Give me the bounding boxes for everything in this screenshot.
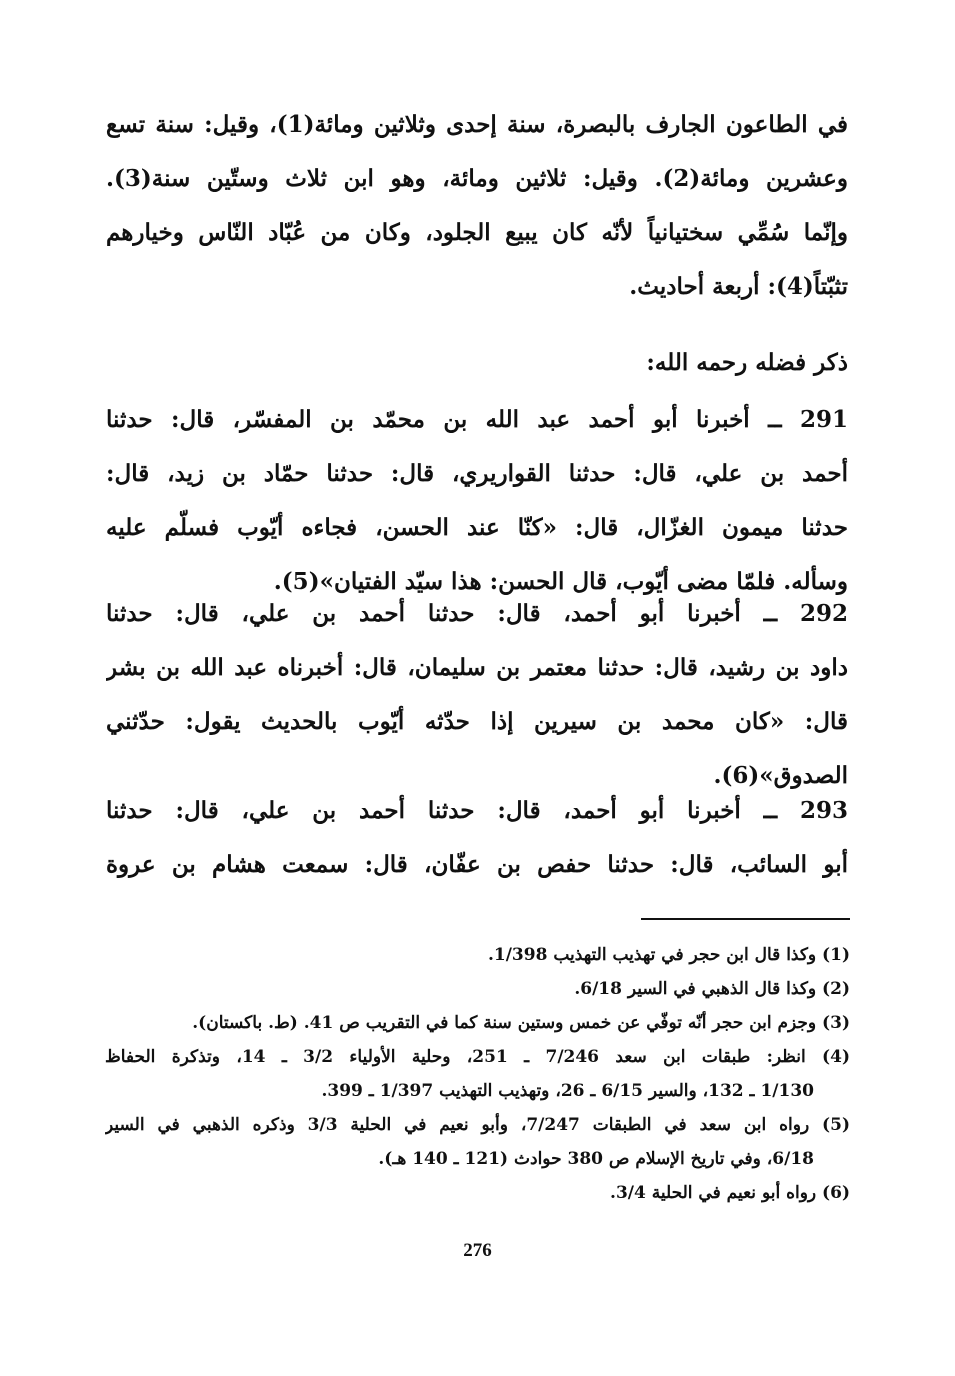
- footnote-6: (6) رواه أبو نعيم في الحلية 3/4.: [610, 1183, 850, 1203]
- hadith-292: [106, 587, 848, 803]
- text-line: تثبّتاً(4): أربعة أحاديث.: [629, 273, 848, 300]
- footnote-3: (3) وجزم ابن حجر أنّه توفّي عن خمس وستين سنة كما في التقريب ص 41. (ط. باكستان).: [192, 1013, 850, 1033]
- text-line: 292 ــ أخبرنا أبو أحمد، قال: حدثنا أحمد بن علي، قال: حدثنا: [106, 600, 848, 627]
- footnote-1: (1) وكذا قال ابن حجر في تهذيب التهذيب 1/398.: [487, 945, 850, 965]
- text-line: في الطاعون الجارف بالبصرة، سنة إحدى وثلاثين ومائة(1)، وقيل: سنة تسع: [106, 111, 848, 138]
- intro-paragraph: [106, 98, 848, 314]
- text-line: وإنّما سُمِّي سختيانياً لأنّه كان يبيع الجلود، وكان من عُبّاد النّاس وخيارهم: [106, 219, 848, 246]
- text-line: داود بن رشيد، قال: حدثنا معتمر بن سليمان، قال: أخبرناه عبد الله بن بشر: [106, 654, 848, 681]
- section-heading: ذكر فضله رحمه الله:: [646, 349, 848, 376]
- footnote-4-continued: 1/130 ـ 132، والسير 6/15 ـ 26، وتهذيب التهذيب 1/397 ـ 399.: [321, 1081, 814, 1101]
- text-line: أحمد بن علي، قال: حدثنا القواريري، قال: حدثنا حمّاد بن زيد، قال:: [106, 460, 848, 487]
- footnote-5-continued: 6/18، وفي تاريخ الإسلام ص 380 حوادث (121 ـ 140 هـ).: [378, 1149, 814, 1169]
- text-line: وسأله. فلمّا مضى أيّوب، قال الحسن: هذا سيّد الفتيان»(5).: [273, 568, 848, 595]
- text-line: الصدوق»(6).: [713, 762, 848, 789]
- text-line: 291 ــ أخبرنا أبو أحمد عبد الله بن محمّد بن المفسّر، قال: حدثنا: [106, 406, 848, 433]
- text-line: حدثنا ميمون الغزّال، قال: «كنّا عند الحسن، فجاءه أيّوب فسلّم عليه: [106, 514, 848, 541]
- text-line: 293 ــ أخبرنا أبو أحمد، قال: حدثنا أحمد بن علي، قال: حدثنا: [106, 797, 848, 824]
- footnote-5: (5) رواه ابن سعد في الطبقات 7/247، وأبو نعيم في الحلية 3/3 وذكره الذهبي في السير: [105, 1115, 850, 1135]
- hadith-291: [106, 393, 848, 609]
- hadith-293: [106, 784, 848, 892]
- text-line: أبو السائب، قال: حدثنا حفص بن عفّان، قال: سمعت هشام بن عروة: [106, 851, 848, 878]
- text-line: قال: «كان محمد بن سيرين إذا حدّثه أيّوب بالحديث يقول: حدّثني: [106, 708, 848, 735]
- page-number: 276: [463, 1240, 492, 1261]
- footnote-2: (2) وكذا قال الذهبي في السير 6/18.: [574, 979, 850, 999]
- text-line: وعشرين ومائة(2). وقيل: ثلاثين ومائة، وهو ابن ثلاث وستّين سنة(3).: [106, 165, 848, 192]
- footnotes: [105, 938, 850, 1210]
- footnote-4: (4) انظر: طبقات ابن سعد 7/246 ـ 251، وحلية الأولياء 3/2 ـ 14، وتذكرة الحفاظ: [105, 1047, 850, 1067]
- footnote-separator: [641, 918, 850, 920]
